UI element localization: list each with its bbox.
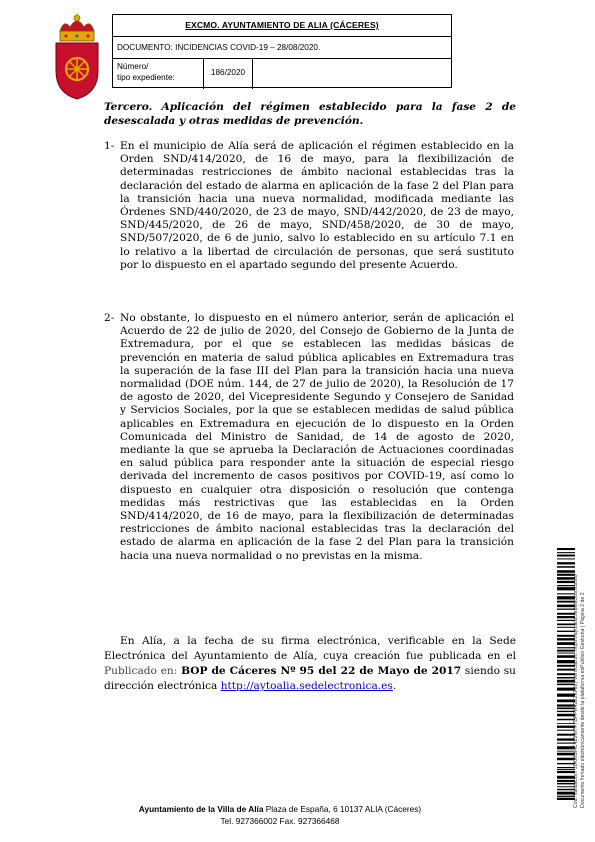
barcode-bar bbox=[557, 562, 575, 564]
expedient-label-line1: Número/ bbox=[117, 62, 149, 71]
closing-text-2: siendo su dirección electrónica bbox=[104, 665, 516, 692]
list-item-text: No obstante, lo dispuesto en el número anterior, serán de aplicación el Acuerdo de 22 de julio de 2020, del Consejo de Gobierno de la Junta de Extremadura, por el que se establecen las medidas básicas de prevención en materia de salud pública aplicables en Extremadura tras la superación de la fase III del Plan para la transición hacia una nueva normalidad (DOE núm. 144, de 27 de julio de 2020), la Resolución de 17 de agosto de 2020, del Vicepresidente Segundo y Consejero de Sanidad y Servicios Sociales, por la que se establecen medidas de salud pública aplicables en Extremadura en ejecución de lo dispuesto en la Orden Comunicada del Ministro de Sanidad, de 14 de agosto de 2020, mediante la que se aprueba la Declaración de Actuaciones coordinadas en salud pública para responder ante la situación de especial riesgo derivada del incremento de casos positivos por COVID-19, así como lo dispuesto en cualquier otra disposición o resolución que contenga medidas más restrictivas que las establecidas en la Orden SND/414/2020, de 16 de mayo, para la flexibilización de determinadas restricciones de ámbito nacional establecidas tras la declaración del estado de alarma en aplicación de la fase 2 del Plan para la transición hacia una nueva normalidad o no previstas en la misma. bbox=[120, 312, 514, 562]
closing-period: . bbox=[392, 680, 397, 692]
header-expedient-row bbox=[113, 59, 451, 89]
list-item-text: En el municipio de Alía será de aplicación el régimen establecido en la Orden SND/414/2020, de 16 de mayo, para la flexibilización de determinadas restricciones de ámbito nacional establecidas tras la declaración del estado de alarma en aplicación de la fase 2 del Plan para la transición hacia una nueva normalidad, modificada mediante las Órdenes SND/440/2020, de 23 de mayo, SND/442/2020, de 23 de mayo, SND/445/2020, de 26 de mayo, SND/458/2020, de 30 de mayo, SND/507/2020, de 6 de junio, salvo lo establecido en su artículo 7.1 en lo relativo a la libertad de circulación de personas, que será sustituto por lo dispuesto en el apartado segundo del presente Acuerdo. bbox=[120, 140, 514, 271]
page-footer bbox=[80, 803, 480, 827]
list-item-number: 1- bbox=[104, 140, 115, 152]
header-title-row bbox=[113, 15, 451, 37]
municipality-title: EXCMO. AYUNTAMIENTO DE ALIA (CÁCERES) bbox=[185, 20, 379, 30]
header-document-row bbox=[113, 37, 451, 59]
barcode-bar bbox=[557, 555, 575, 557]
barcode-bar bbox=[557, 558, 575, 559]
expedient-label bbox=[117, 62, 175, 83]
expedient-number: 186/2020 bbox=[203, 59, 253, 89]
published-label: Publicado en: bbox=[104, 665, 182, 677]
list-item-number: 2- bbox=[104, 312, 115, 324]
electronic-address-link[interactable]: http://aytoalia.sedelectronica.es bbox=[220, 680, 393, 692]
closing-text: En Alía, a la fecha de su firma electrónica, verificable en la Sede Electrónica del Ayuntamiento de Alía, cuya creación fue publicada en el bbox=[104, 635, 516, 662]
footer-organization: Ayuntamiento de la Villa de Alía bbox=[138, 804, 264, 814]
barcode-bar bbox=[557, 552, 575, 553]
barcode-bar bbox=[557, 548, 575, 550]
bop-reference: BOP de Cáceres Nº 95 del 22 de Mayo de 2017 bbox=[181, 665, 462, 677]
closing-paragraph bbox=[104, 634, 516, 694]
barcode-bar bbox=[557, 566, 575, 568]
validation-side-text bbox=[573, 574, 586, 808]
footer-phones: Tel. 927366002 Fax. 927366468 bbox=[220, 816, 340, 826]
signature-platform-line: Documento firmado electrónicamente desde la plataforma esPublico Gestiona | Página 2 de 2 bbox=[579, 592, 586, 808]
validation-code-line: Cód. Validación: 39KMDHC4Z9W7F7DFPR42E2KHN | Verificación: https://aytoalia.sedelectronica.es/ bbox=[573, 574, 579, 808]
footer-address: Plaza de España, 6 10137 ALIA (Cáceres) bbox=[263, 804, 422, 814]
document-header-table bbox=[112, 14, 452, 88]
expedient-label-line2: tipo expediente: bbox=[117, 72, 175, 82]
section-heading: Tercero. Aplicación del régimen establecido para la fase 2 de desescalada y otras medidas de prevención. bbox=[104, 101, 516, 127]
coat-of-arms-logo bbox=[48, 13, 106, 101]
document-reference: DOCUMENTO: INCIDENCIAS COVID-19 – 28/08/2020. bbox=[117, 43, 321, 52]
barcode-bar bbox=[557, 570, 575, 573]
